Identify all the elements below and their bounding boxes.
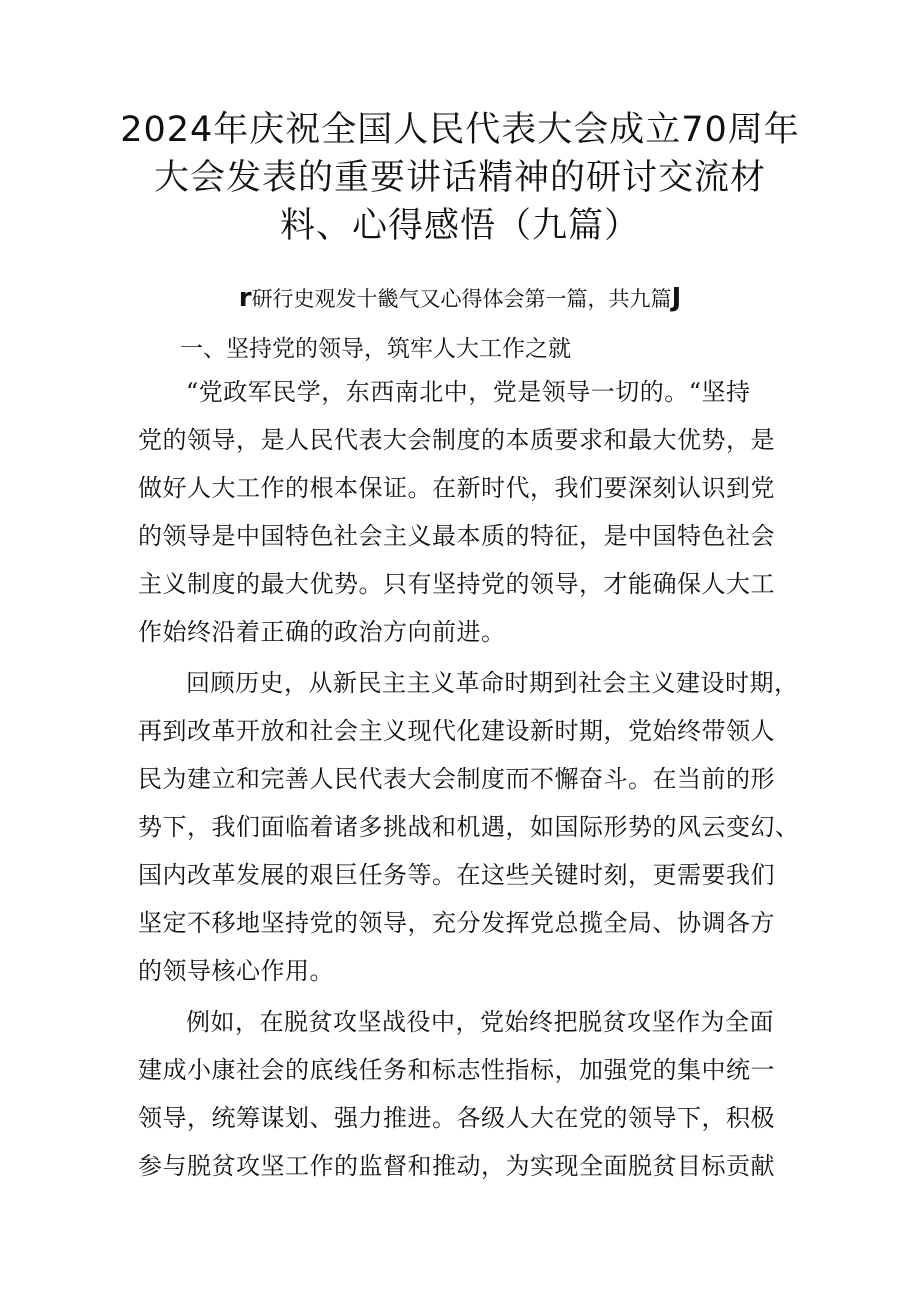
- paragraph-2-line-5: 国内改革发展的艰巨任务等。在这些关键时刻，更需要我们: [138, 861, 775, 889]
- document-title-line-2: 大会发表的重要讲话精神的研讨交流材: [153, 158, 766, 198]
- section-heading: 一、坚持党的领导，筑牢人大工作之就: [180, 336, 571, 362]
- subtitle-text: 研行史观发十畿气又心得体会第一篇，共九篇: [251, 287, 672, 311]
- paragraph-2-line-2: 再到改革开放和社会主义现代化建设新时期，党始终带领人: [138, 717, 775, 745]
- paragraph-1-line-1: “党政军民学，东西南北中，党是领导一切的。“坚持: [186, 378, 751, 406]
- paragraph-1-line-3: 做好人大工作的根本保证。在新时代，我们要深刻认识到党: [138, 474, 775, 502]
- document-title-line-3: 料、心得感悟（九篇）: [279, 206, 640, 246]
- document-title-line-1: 2024年庆祝全国人民代表大会成立70周年: [120, 110, 800, 150]
- paragraph-2-line-6: 坚定不移地坚持党的领导，充分发挥党总揽全局、协调各方: [138, 909, 775, 937]
- paragraph-3-line-4: 参与脱贫攻坚工作的监督和推动，为实现全面脱贫目标贡献: [138, 1152, 775, 1180]
- paragraph-3-line-1: 例如，在脱贫攻坚战役中，党始终把脱贫攻坚作为全面: [186, 1008, 774, 1036]
- paragraph-1-line-6: 作始终沿着正确的政治方向前进。: [138, 618, 506, 646]
- paragraph-3-line-2: 建成小康社会的底线任务和标志性指标，加强党的集中统一: [138, 1056, 775, 1084]
- subtitle-open-bracket: r: [238, 283, 252, 313]
- paragraph-2-line-7: 的领导核心作用。: [138, 957, 334, 985]
- document-subtitle: [200, 283, 720, 314]
- subtitle-close-bracket: J: [671, 283, 682, 313]
- paragraph-1-line-2: 党的领导，是人民代表大会制度的本质要求和最大优势，是: [138, 426, 775, 454]
- paragraph-2-line-1: 回顾历史，从新民主主义革命时期到社会主义建设时期，: [186, 669, 799, 697]
- paragraph-1-line-5: 主义制度的最大优势。只有坚持党的领导，才能确保人大工: [138, 570, 775, 598]
- paragraph-2-line-4: 势下，我们面临着诸多挑战和机遇，如国际形势的风云变幻、: [138, 813, 800, 841]
- paragraph-2-line-3: 民为建立和完善人民代表大会制度而不懈奋斗。在当前的形: [138, 765, 775, 793]
- paragraph-3-line-3: 领导，统筹谋划、强力推进。各级人大在党的领导下，积极: [138, 1104, 775, 1132]
- paragraph-1-line-4: 的领导是中国特色社会主义最本质的特征，是中国特色社会: [138, 522, 775, 550]
